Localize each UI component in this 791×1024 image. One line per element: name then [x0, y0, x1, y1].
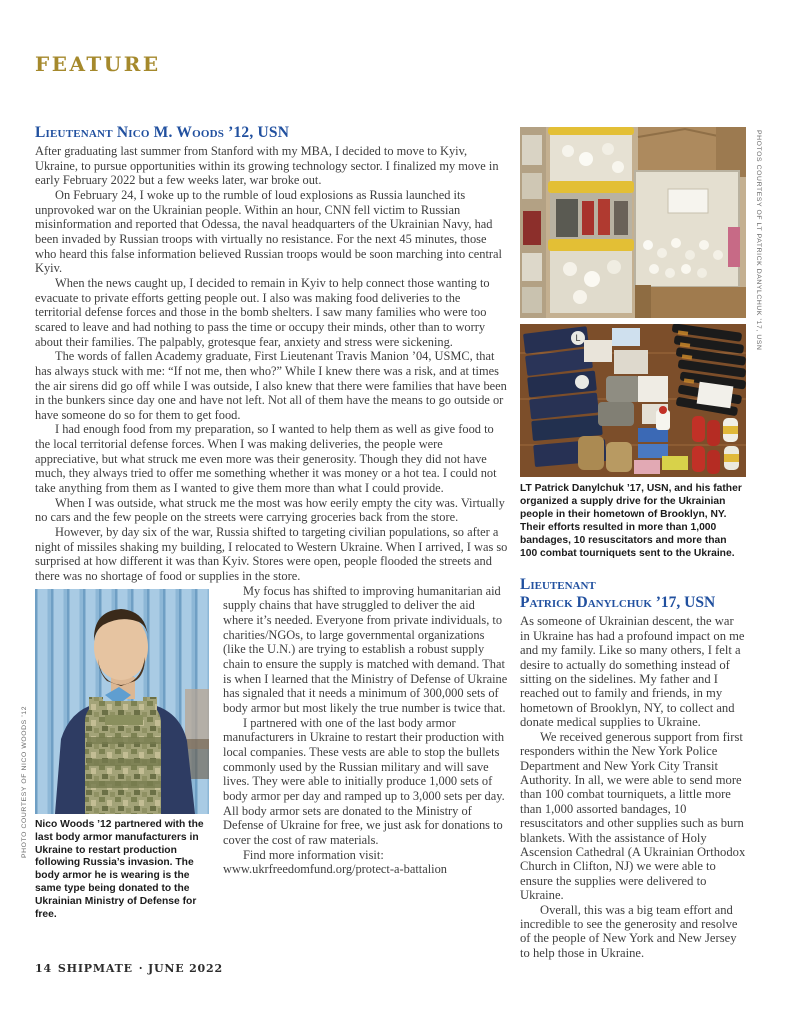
footer-page-number: 14	[35, 962, 52, 975]
photo-credit-left: PHOTO COURTESY OF NICO WOODS ’12	[21, 705, 28, 858]
supplies-photo-caption: LT Patrick Danylchuk ’17, USN, and his father organized a supply drive for the Ukrainian people in their hometown of Brooklyn, NY. Their efforts resulted in more than 1,000 bandages, 10 resuscitators and more than 100 combat tourniquets sent to the Ukraine.	[520, 483, 742, 559]
stacked-supplies-photo-art	[520, 127, 746, 318]
footer-issue: · JUNE 2022	[138, 962, 223, 975]
stacked-supplies-photo	[520, 127, 746, 318]
article1-paragraph: When I was outside, what struck me the most was how eerily empty the city was. Virtually no cars and the few people on the streets were carrying groceries back from the store.	[35, 495, 505, 525]
main-article	[35, 124, 508, 922]
article2-title-line2: Patrick Danylchuk ’17, USN	[520, 593, 716, 611]
article2-title-line1: Lieutenant	[520, 576, 596, 594]
article2-paragraph: Overall, this was a big team effort and incredible to see the generosity and resolve of the people of New York and New Jersey to help those in Ukraine.	[520, 902, 738, 960]
right-column	[520, 127, 746, 960]
footer-magazine-title: SHIPMATE	[57, 962, 133, 975]
portrait-photo-block	[35, 589, 211, 922]
nico-woods-portrait-photo	[35, 589, 209, 814]
article1-paragraph: I partnered with one of the last body armor manufacturers in Ukraine to restart their production with local companies. These vests are able to stop the bullets commonly used by the Russian military and will save lives. They were able to initially produce 1,000 sets of body armor per day and ramped up to 3,000 sets per day. All body armor sets are donated to the Ministry of Defense of Ukraine for free, we just ask for donations to cover the cost of raw materials.	[223, 715, 505, 847]
article1-paragraph: However, by day six of the war, Russia shifted to targeting civilian populations, so after a night of missiles shaking my building, I relocated to Western Ukraine. When I arrived, I was so surprised at how different it was than Kyiv. Stores were open, people flooded the streets and there was no shortage of food or supplies in the store.	[35, 525, 508, 584]
article2-paragraph: We received generous support from first responders within the New York Police Department and New York City Transit Authority. In all, we were able to send more than 100 combat tourniquets, a little more than 1,000 assorted bandages, 10 resuscitators and other supplies such as burn blankets. With the assistance of Holy Ascension Cathedral (A Ukrainian Orthodox Church in Clifton, NJ) we were able to ensure the supplies were delivered to Ukraine.	[520, 729, 746, 903]
article1-paragraph: On February 24, I woke up to the rumble of loud explosions as Russia launched its unprovoked war on the Ukrainian people. Within an hour, CNN fell victim to Russian misinformation and reported that Odessa, the naval headquarters of the Ukrainian Navy, had been invaded by Russian troops with virtually no resistance. For the next 45 minutes, those who heard this false information believed Russian troops would be soon marching into central Kyiv.	[35, 187, 502, 276]
medical-supplies-photo	[520, 324, 746, 477]
medical-supplies-photo-art	[520, 324, 746, 477]
portrait-photo-art	[35, 589, 209, 814]
article1-paragraph: The words of fallen Academy graduate, First Lieutenant Travis Manion ’04, USMC, that has always stuck with me: “If not me, then who?” While I knew there was a risk, and at times the air sirens did go off while I was outside, I also knew that there were families that have been in the bunkers since day one and have not left. Not all of them have the means to go outside or have someone do so for them to get food.	[35, 349, 507, 422]
article1-paragraph: Find more information visit: www.ukrfreedomfund.org/protect-a-battalion	[223, 847, 447, 877]
article1-title: Lieutenant Nico M. Woods ’12, USN	[35, 124, 290, 141]
photo-credit-right: PHOTOS COURTESY OF LT PATRICK DANYLCHUK ’17, USN	[755, 130, 762, 351]
article2-paragraph: As someone of Ukrainian descent, the war in Ukraine has had a profound impact on me and my family. Like so many others, I felt a desire to actually do something instead of sitting on the sidelines. My father and I reached out to family and friends, in my hometown of Brooklyn, NY, to collect and donate medical supplies to Ukraine.	[520, 614, 745, 730]
article1-paragraph: My focus has shifted to improving humanitarian aid supply chains that have struggled to deliver the aid where it’s needed. Everyone from private individuals, to charities/NGOs, to large governmental organizations (like the U.N.) are trying to establish a robust supply chain to ensure the supply is matched with demand. That is when I learned that the Ministry of Defense of Ukraine has signaled that it needs a minimum of 300,000 sets of body armor but most likely the true number is twice that.	[223, 583, 508, 715]
glove-box-size-label: L	[575, 333, 581, 343]
section-label: FEATURE	[35, 52, 161, 76]
article1-paragraph: I had enough food from my preparation, so I wanted to help them as well as give food to the local territorial defense forces. When I was making deliveries, the people were appreciative, but what struck me even more was their generosity. Though they did not have much, they always tried to offer me something whether it was money or a hot tea. I could not take anything from them as I wanted to give them more than what I could provide.	[35, 422, 497, 496]
article2-title	[520, 576, 746, 611]
portrait-photo-caption: Nico Woods ’12 partnered with the last body armor manufacturers in Ukraine to restart production following Russia’s invasion. The body armor he is wearing is the same type being donated to the Ukrainian Ministry of Defense for free.	[35, 818, 204, 921]
page-footer	[35, 962, 229, 975]
article1-paragraph: When the news caught up, I decided to remain in Kyiv to help connect those wanting to evacuate to private efforts getting people out. I also was making food deliveries to the territorial defense forces and those in the bomb shelters. I saw many families who were too scared to leave and had nothing to pass the time or occupy their minds, other than to worry about their families. The palpably, grotesque fear, anxiety and stress were sickening.	[35, 275, 490, 349]
article1-paragraph: After graduating last summer from Stanford with my MBA, I decided to move to Kyiv, Ukraine, to pursue opportunities within its growing technology sector. I finalized my move in early February 2022 but a few weeks later, war broke out.	[35, 144, 499, 188]
